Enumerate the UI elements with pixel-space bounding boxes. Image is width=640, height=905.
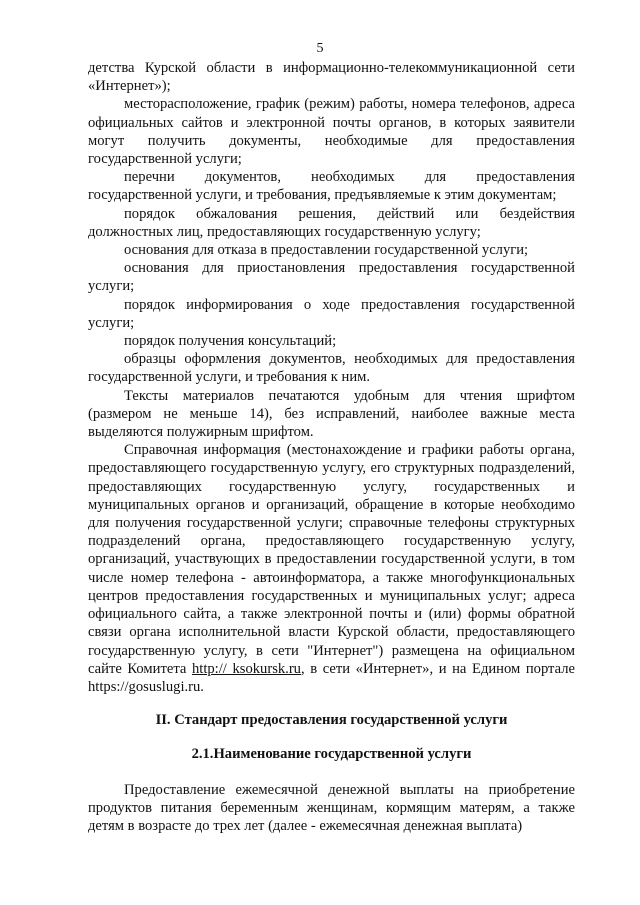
list-item-samples: образцы оформления документов, необходимых для предоставления государственной услуги, и требования к ним. xyxy=(88,351,575,386)
page-number: 5 xyxy=(316,41,324,56)
list-item-refusal: основания для отказа в предоставлении государственной услуги; xyxy=(124,242,529,259)
document-body xyxy=(88,59,575,835)
section-heading: II. Стандарт предоставления государственной услуги xyxy=(155,712,508,729)
list-item-appeal: порядок обжалования решения, действий или бездействия должностных лиц, предоставляющих государственную услугу; xyxy=(88,205,575,240)
list-item-consultations: порядок получения консультаций; xyxy=(124,333,337,350)
paragraph-service-name: Предоставление ежемесячной денежной выплаты на приобретение продуктов питания беременным женщинам, кормящим матерям, а также детям в возрасте до трех лет (далее - ежемесячная денежная выплата) xyxy=(88,781,575,834)
paragraph-texts: Тексты материалов печатаются удобным для чтения шрифтом (размером не меньше 14), без исправлений, наиболее важные места выделяются полужирным шрифтом. xyxy=(88,387,575,441)
list-item-suspension: основания для приостановления предоставления государственной услуги; xyxy=(88,260,575,295)
paragraph-reference-info xyxy=(88,441,575,696)
reference-info-text: Справочная информация (местонахождение и графики работы органа, предоставляющего государственную услугу, его структурных подразделений, предоставляющих государственную услугу, государственных и муниципальных органов и организаций, обращение в которые необходимо для получения государственной услуги; справочные телефоны структурных подразделений органа, предоставляющего государственную услугу, организаций, участвующих в предоставлении государственной услуги, в том числе номер телефона - автоинформатора, а также многофункциональных центров предоставления государственных и муниципальных услуг; адреса официального сайта, а также электронной почты и (или) формы обратной связи органа исполнительной власти Курской области, предоставляющего государственную услугу, в сети "Интернет") размещена на официальном сайте Комитета xyxy=(88,442,575,677)
list-item-documents: перечни документов, необходимых для предоставления государственной услуги, и требования, предъявляемые к этим документам; xyxy=(88,169,575,204)
committee-site-link[interactable]: http:// ksokursk.ru xyxy=(191,660,301,677)
subsection-heading: 2.1.Наименование государственной услуги xyxy=(191,746,472,763)
list-item-informing: порядок информирования о ходе предоставления государственной услуги; xyxy=(88,296,575,331)
paragraph-continuation: детства Курской области в информационно-телекоммуникационной сети «Интернет»); xyxy=(88,60,575,95)
list-item-location: месторасположение, график (режим) работы, номера телефонов, адреса официальных сайтов и электронной почты органов, в которых заявители могут получить документы, необходимые для предоставления государственной услуги; xyxy=(88,96,575,168)
reference-info-tail: , в сети «Интернет», и на Едином портале https://gosuslugi.ru. xyxy=(88,660,575,695)
